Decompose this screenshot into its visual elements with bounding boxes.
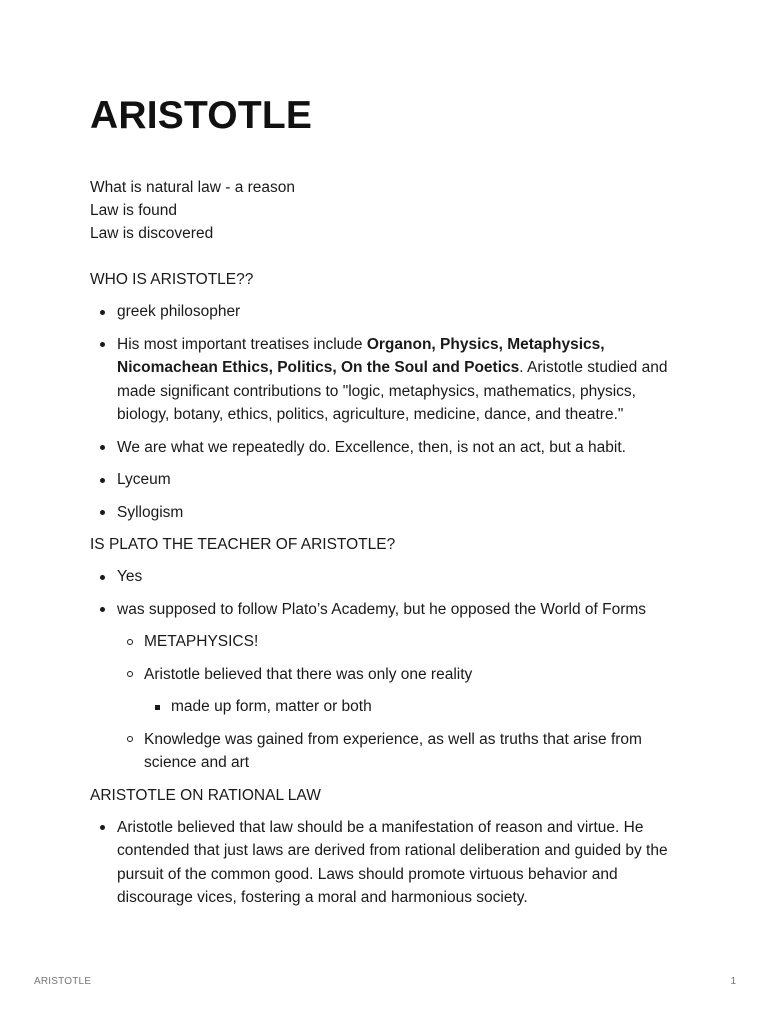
rational-list bbox=[90, 816, 680, 910]
footer-label: ARISTOTLE bbox=[34, 976, 92, 987]
list-item: Lyceum bbox=[90, 468, 680, 492]
plato-list bbox=[90, 565, 680, 775]
list-item: was supposed to follow Plato’s Academy, but he opposed the World of Forms METAPHYSICS! Aristotle believed that there was only one reality made up form, matter or both Knowledge was gained from experience, as well as truths that arise from science and art bbox=[90, 598, 680, 775]
plato-subsublist bbox=[144, 695, 680, 719]
section-heading-rational: ARISTOTLE ON RATIONAL LAW bbox=[90, 786, 321, 804]
list-item: His most important treatises include Organon, Physics, Metaphysics, Nicomachean Ethics, Politics, On the Soul and Poetics. Aristotle studied and made significant contributions to "logic, metaphysics, mathematics, physics, biology, botany, ethics, politics, agriculture, medicine, dance, and theatre." bbox=[90, 333, 680, 427]
sub-list-item: Knowledge was gained from experience, as well as truths that arise from science and art bbox=[117, 728, 680, 775]
page-content bbox=[90, 92, 680, 910]
intro-line: What is natural law - a reason bbox=[90, 179, 296, 196]
sub-sub-list-item: made up form, matter or both bbox=[144, 695, 680, 719]
page-number: 1 bbox=[730, 976, 736, 987]
list-item: Aristotle believed that law should be a manifestation of reason and virtue. He contended that just laws are derived from rational deliberation and guided by the pursuit of the common good. Laws should promote virtuous behavior and discourage vices, fostering a moral and harmonious society. bbox=[90, 816, 680, 910]
plato-sublist bbox=[117, 630, 680, 775]
list-item: greek philosopher bbox=[90, 300, 680, 324]
intro-line: Law is found bbox=[90, 202, 178, 219]
intro-line: Law is discovered bbox=[90, 225, 214, 242]
page-title: ARISTOTLE bbox=[90, 94, 313, 137]
intro-block bbox=[90, 176, 680, 245]
list-item: We are what we repeatedly do. Excellence, then, is not an act, but a habit. bbox=[90, 436, 680, 460]
section-heading-who: WHO IS ARISTOTLE?? bbox=[90, 271, 254, 288]
who-list bbox=[90, 300, 680, 524]
treatises-bold: Organon, Physics, Metaphysics, Nicomachean Ethics, Politics, On the Soul and Poetics bbox=[117, 335, 605, 376]
sub-list-item: Aristotle believed that there was only one reality made up form, matter or both bbox=[117, 663, 680, 719]
list-item: Yes bbox=[90, 565, 680, 589]
list-item: Syllogism bbox=[90, 501, 680, 525]
sub-list-item: METAPHYSICS! bbox=[117, 630, 680, 654]
section-heading-plato: IS PLATO THE TEACHER OF ARISTOTLE? bbox=[90, 536, 396, 553]
